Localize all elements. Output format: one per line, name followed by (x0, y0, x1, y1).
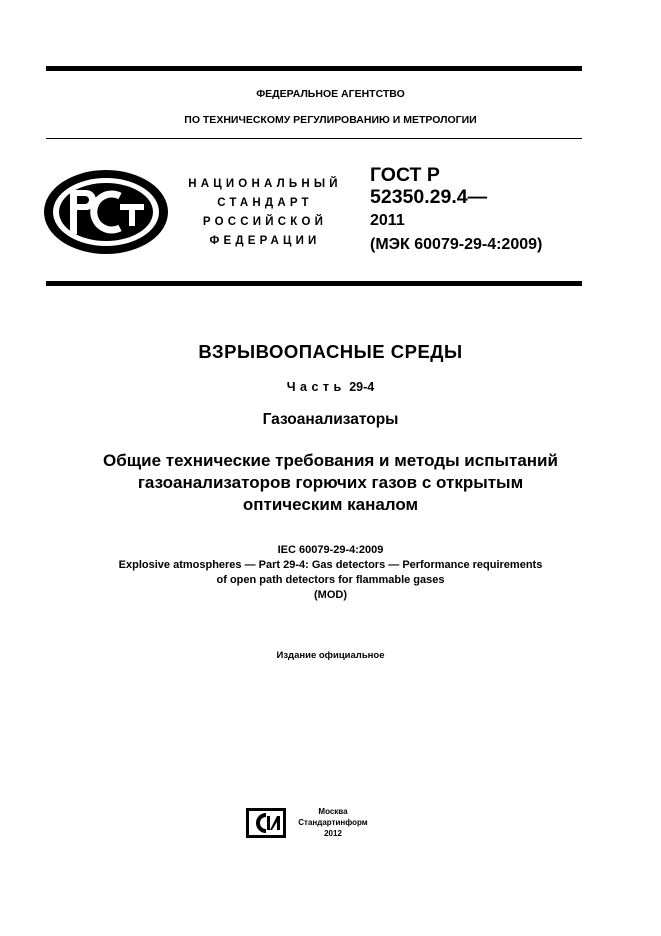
iec-block (0, 543, 661, 603)
gost-line-1: ГОСТ Р (370, 164, 440, 186)
description (0, 450, 661, 516)
description-line-1: Общие технические требования и методы испытаний (103, 451, 558, 470)
part-number: 29-4 (349, 380, 375, 394)
standard-type-line-4: ФЕДЕРАЦИИ (209, 235, 321, 247)
publisher-city: Москва (318, 807, 348, 816)
part-word: Часть (286, 380, 346, 394)
agency-line-2: ПО ТЕХНИЧЕСКОМУ РЕГУЛИРОВАНИЮ И МЕТРОЛОГИИ (184, 114, 477, 126)
agency-line-1: ФЕДЕРАЛЬНОЕ АГЕНТСТВО (256, 88, 405, 100)
rst-logo-icon (42, 168, 170, 256)
publisher (288, 806, 378, 839)
publisher-name: Стандартинформ (298, 818, 368, 827)
edition-label: Издание официальное (276, 650, 385, 661)
description-line-3: оптическим каналом (242, 495, 419, 514)
subtitle: Газоанализаторы (262, 411, 399, 428)
gost-designation (370, 164, 600, 256)
middle-rule (46, 281, 582, 286)
standartinform-logo-icon (246, 808, 286, 838)
top-rule (46, 66, 582, 71)
thin-rule (46, 138, 582, 139)
iec-code: IEC 60079-29-4:2009 (277, 544, 384, 556)
description-line-2: газоанализаторов горючих газов с открытым (137, 473, 524, 492)
gost-line-4: (МЭК 60079-29-4:2009) (370, 236, 543, 253)
standard-type-line-2: СТАНДАРТ (217, 197, 313, 209)
publisher-year: 2012 (324, 829, 342, 838)
iec-line-2: of open path detectors for flammable gases (216, 574, 445, 586)
standard-type-line-3: РОССИЙСКОЙ (202, 216, 328, 228)
part-label (0, 380, 661, 394)
standard-type-line-1: НАЦИОНАЛЬНЫЙ (188, 178, 342, 190)
iec-line-1: Explosive atmospheres — Part 29-4: Gas detectors — Performance requirements (118, 559, 543, 571)
standard-type (175, 176, 355, 249)
main-title: ВЗРЫВООПАСНЫЕ СРЕДЫ (198, 341, 463, 362)
gost-line-2: 52350.29.4— (370, 186, 488, 208)
gost-line-3: 2011 (370, 212, 405, 229)
iec-line-3: (MOD) (314, 589, 347, 601)
